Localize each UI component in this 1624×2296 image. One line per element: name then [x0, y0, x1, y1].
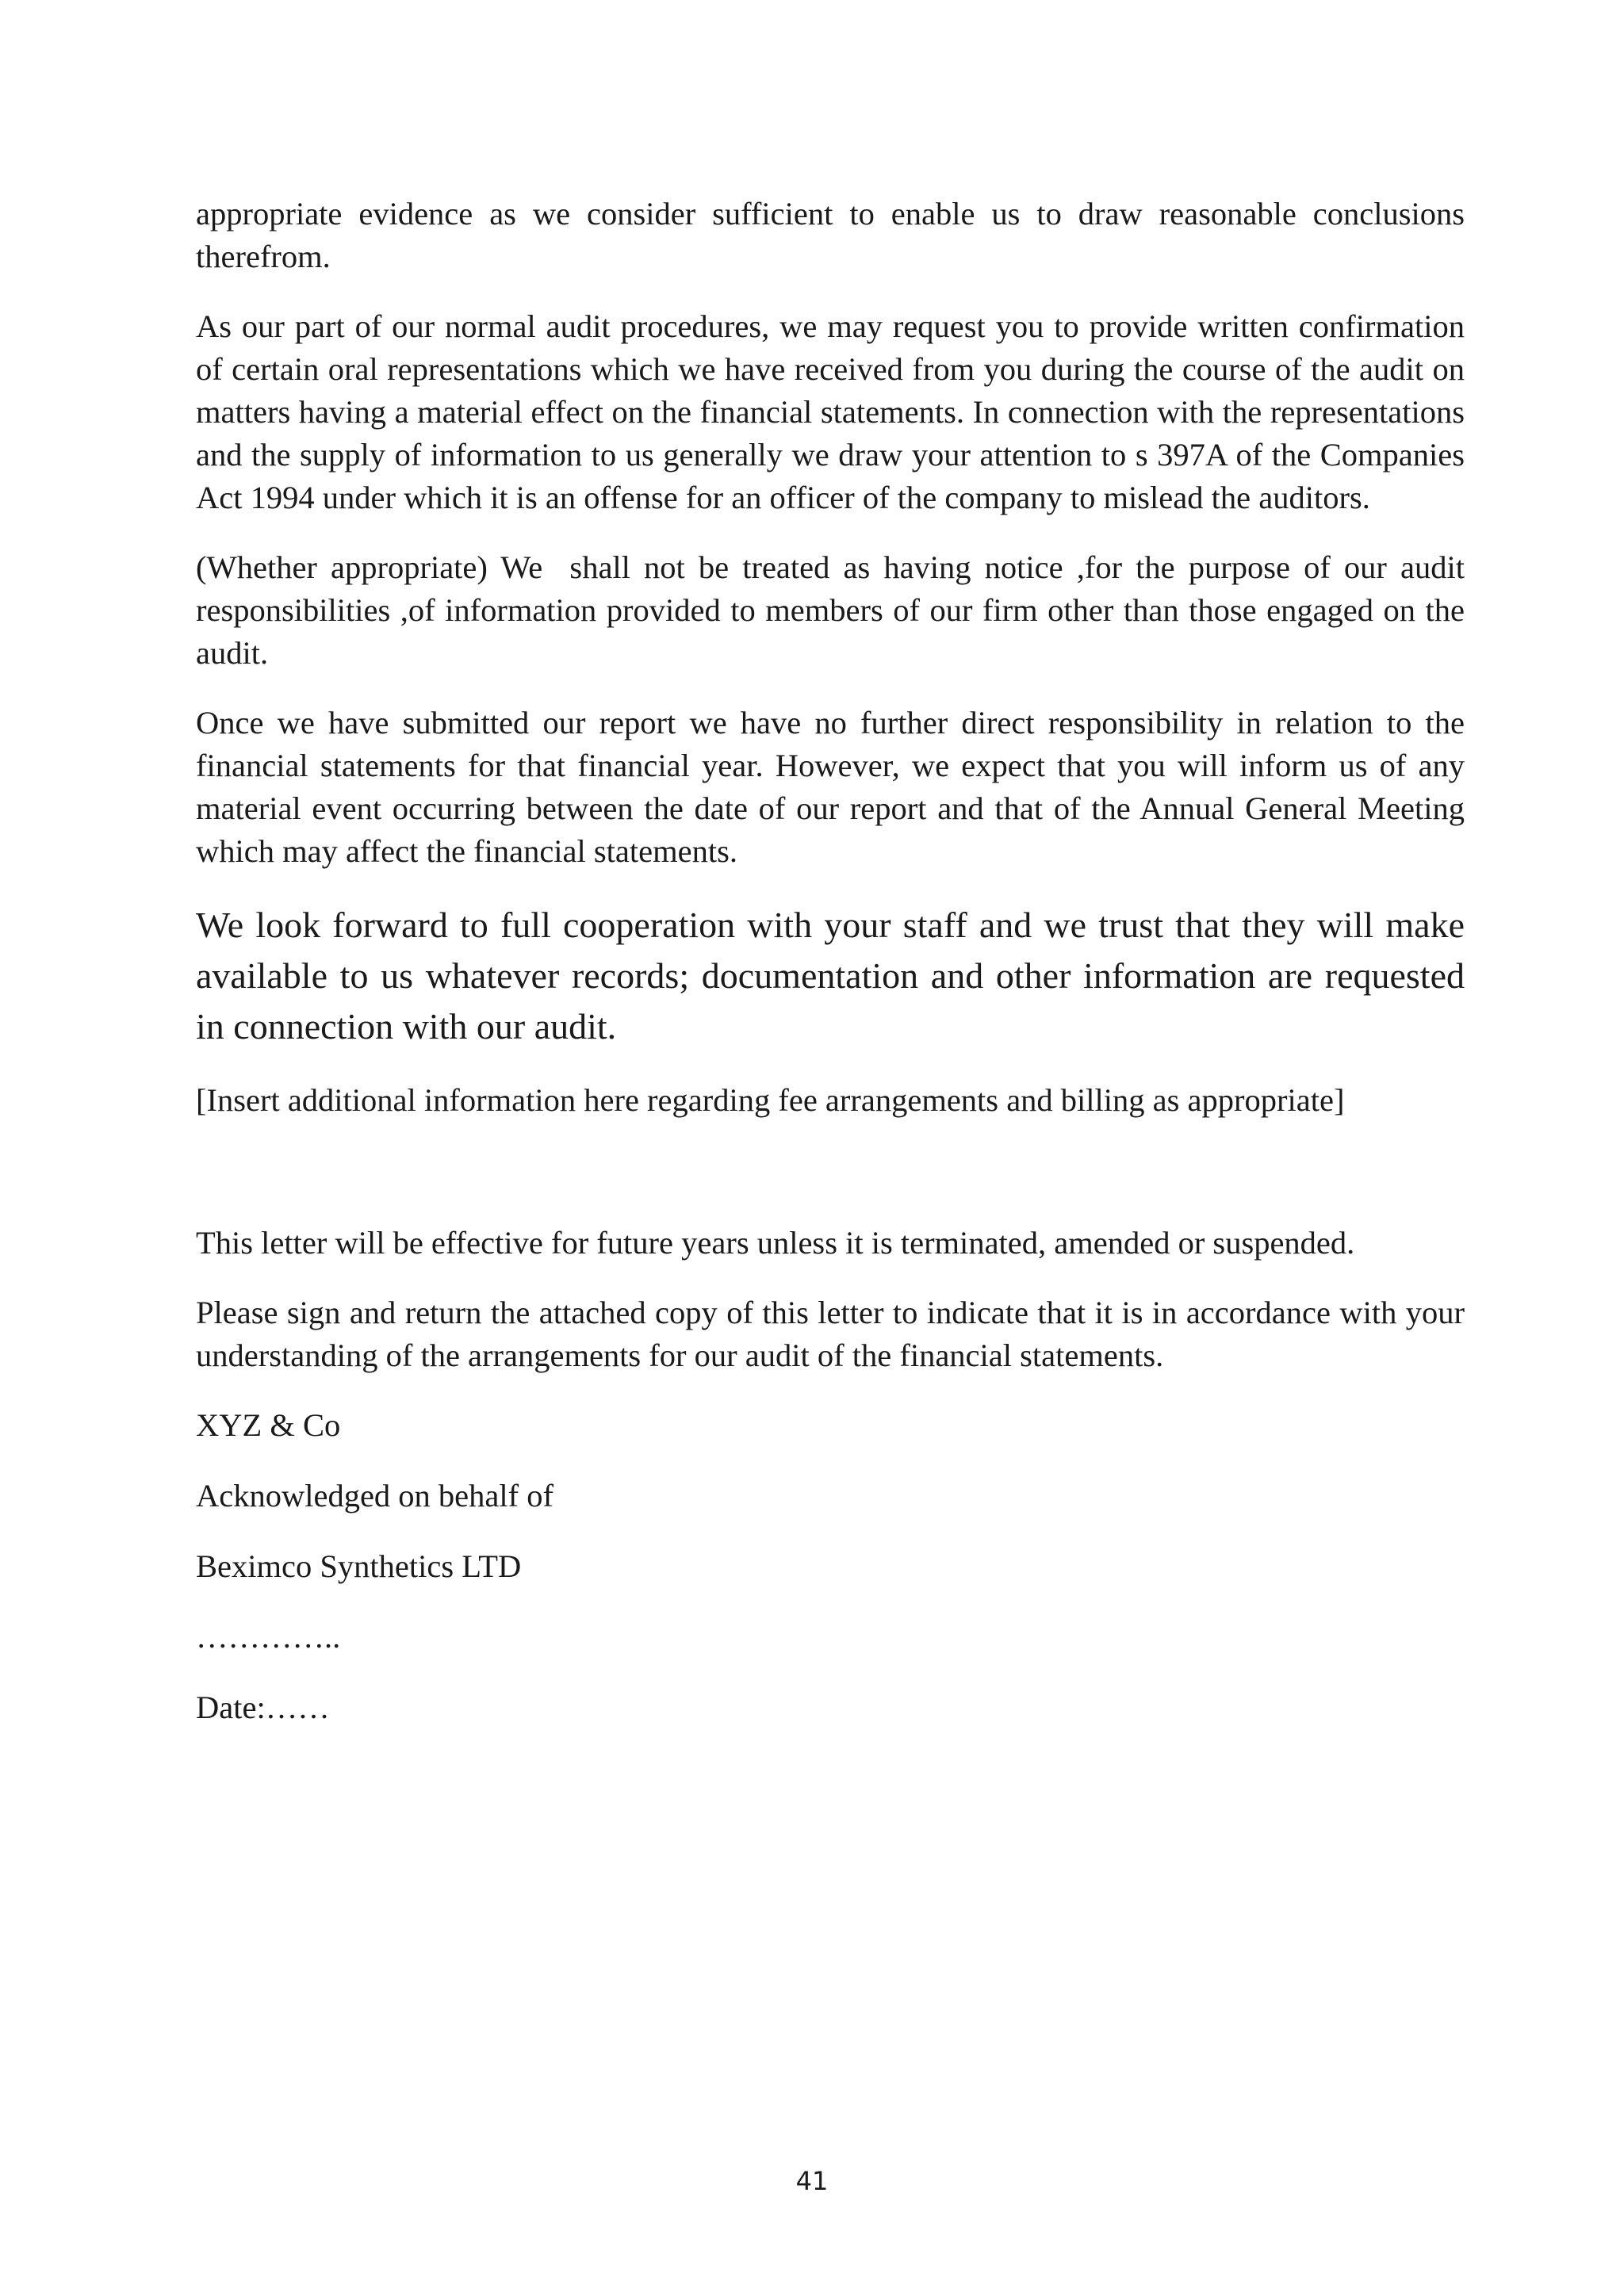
- paragraph-effective: This letter will be effective for future years unless it is terminated, amended or suspended.: [196, 1225, 1355, 1261]
- paragraph-representations: As our part of our normal audit procedures, we may request you to provide written confirmation of certain oral representations which we have received from you during the course of the audit on matters having a material effect on the financial statements. In connection with the representations and the supply of information to us generally we draw your attention to s 397A of the Companies Act 1994 under which it is an offense for an officer of the company to mislead the auditors.: [196, 308, 1465, 515]
- paragraph-cooperation: We look forward to full cooperation with your staff and we trust that they will make available to us whatever records; documentation and other information are requested in connection with our audit.: [196, 905, 1465, 1047]
- signature-block: [196, 1404, 1465, 1729]
- paragraph-sign-return: Please sign and return the attached copy of this letter to indicate that it is in accordance with your understanding of the arrangements for our audit of the financial statements.: [196, 1295, 1465, 1373]
- acknowledged-label: Acknowledged on behalf of: [196, 1478, 553, 1513]
- blank-spacer: [196, 1149, 1465, 1222]
- paragraph-evidence: appropriate evidence as we consider sufficient to enable us to draw reasonable conclusions therefrom.: [196, 196, 1465, 274]
- page-number: 41: [795, 2166, 829, 2196]
- date-line: Date:……: [196, 1689, 330, 1725]
- letter-body: [196, 193, 1473, 1757]
- signature-line: …………..: [196, 1619, 341, 1655]
- paragraph-notice: (Whether appropriate) We shall not be treated as having notice ,for the purpose of our audit responsibilities ,of information provided to members of our firm other than those engaged on the audit.: [196, 549, 1473, 671]
- paragraph-responsibility: Once we have submitted our report we have no further direct responsibility in relation to the financial statements for that financial year. However, we expect that you will inform us of any material event occurring between the date of our report and that of the Annual General Meeting which may affect the financial statements.: [196, 705, 1465, 869]
- paragraph-fee-placeholder: [Insert additional information here regarding fee arrangements and billing as appropriate]: [196, 1082, 1345, 1118]
- firm-name: XYZ & Co: [196, 1407, 341, 1443]
- company-name: Beximco Synthetics LTD: [196, 1548, 522, 1584]
